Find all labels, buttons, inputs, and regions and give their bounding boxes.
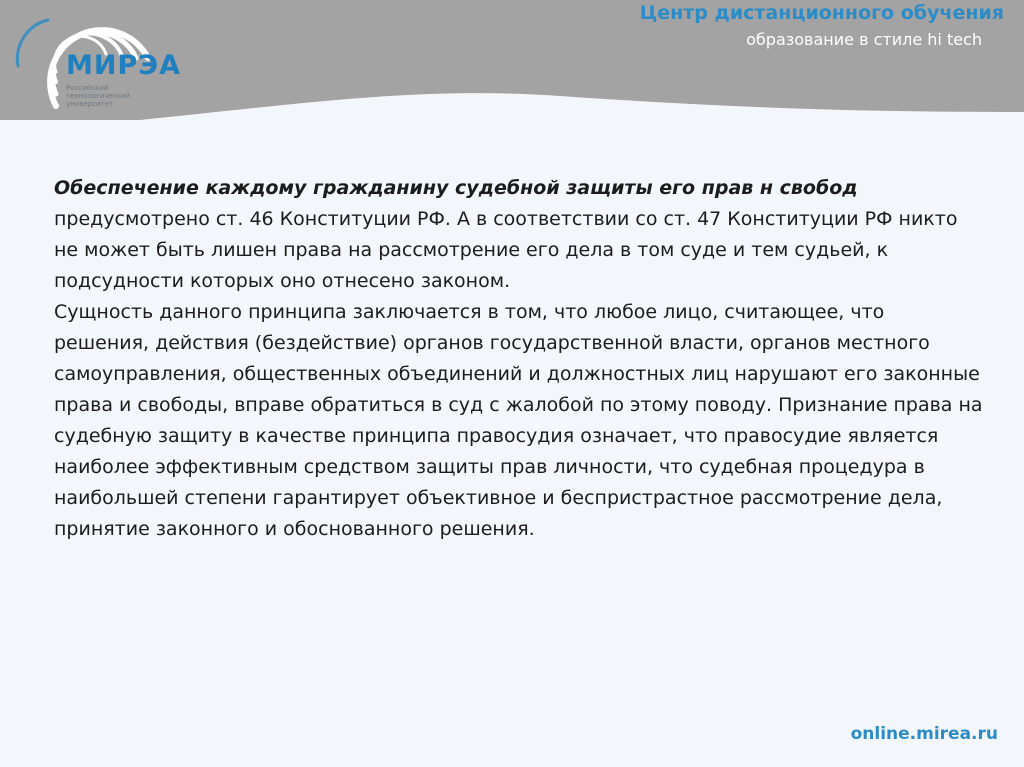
footer-url: online.mirea.ru — [850, 724, 998, 744]
center-subtitle: образование в стиле hi tech — [746, 30, 982, 49]
paragraph-1 — [54, 173, 984, 297]
center-title: Центр дистанционного обучения — [639, 2, 1004, 24]
paragraph-1-text: предусмотрено ст. 46 Конституции РФ. А в соответствии со ст. 47 Конституции РФ никто не может быть лишен права на рассмотрение его дела в том суде и тем судьей, к подсудности которых оно отнесено законом. — [54, 208, 958, 292]
logo-wordmark: МИРЭА — [66, 50, 181, 81]
slide-body — [54, 173, 984, 545]
logo-subtitle: Российский технологический университет — [66, 84, 130, 108]
lead-text: Обеспечение каждому гражданину судебной защиты его прав н свобод — [54, 177, 858, 199]
mirea-logo — [8, 6, 183, 118]
paragraph-2: Сущность данного принципа заключается в том, что любое лицо, считающее, что решения, действия (бездействие) органов государственной власти, органов местного самоуправления, общественных объединений и должностных лиц нарушают его законные права и свободы, вправе обратиться в суд с жалобой по этому поводу. Признание права на судебную защиту в качестве принципа правосудия означает, что правосудие является наиболее эффективным средством защиты прав личности, что судебная процедура в наибольшей степени гарантирует объективное и беспристрастное рассмотрение дела, принятие законного и обоснованного решения. — [54, 301, 983, 540]
